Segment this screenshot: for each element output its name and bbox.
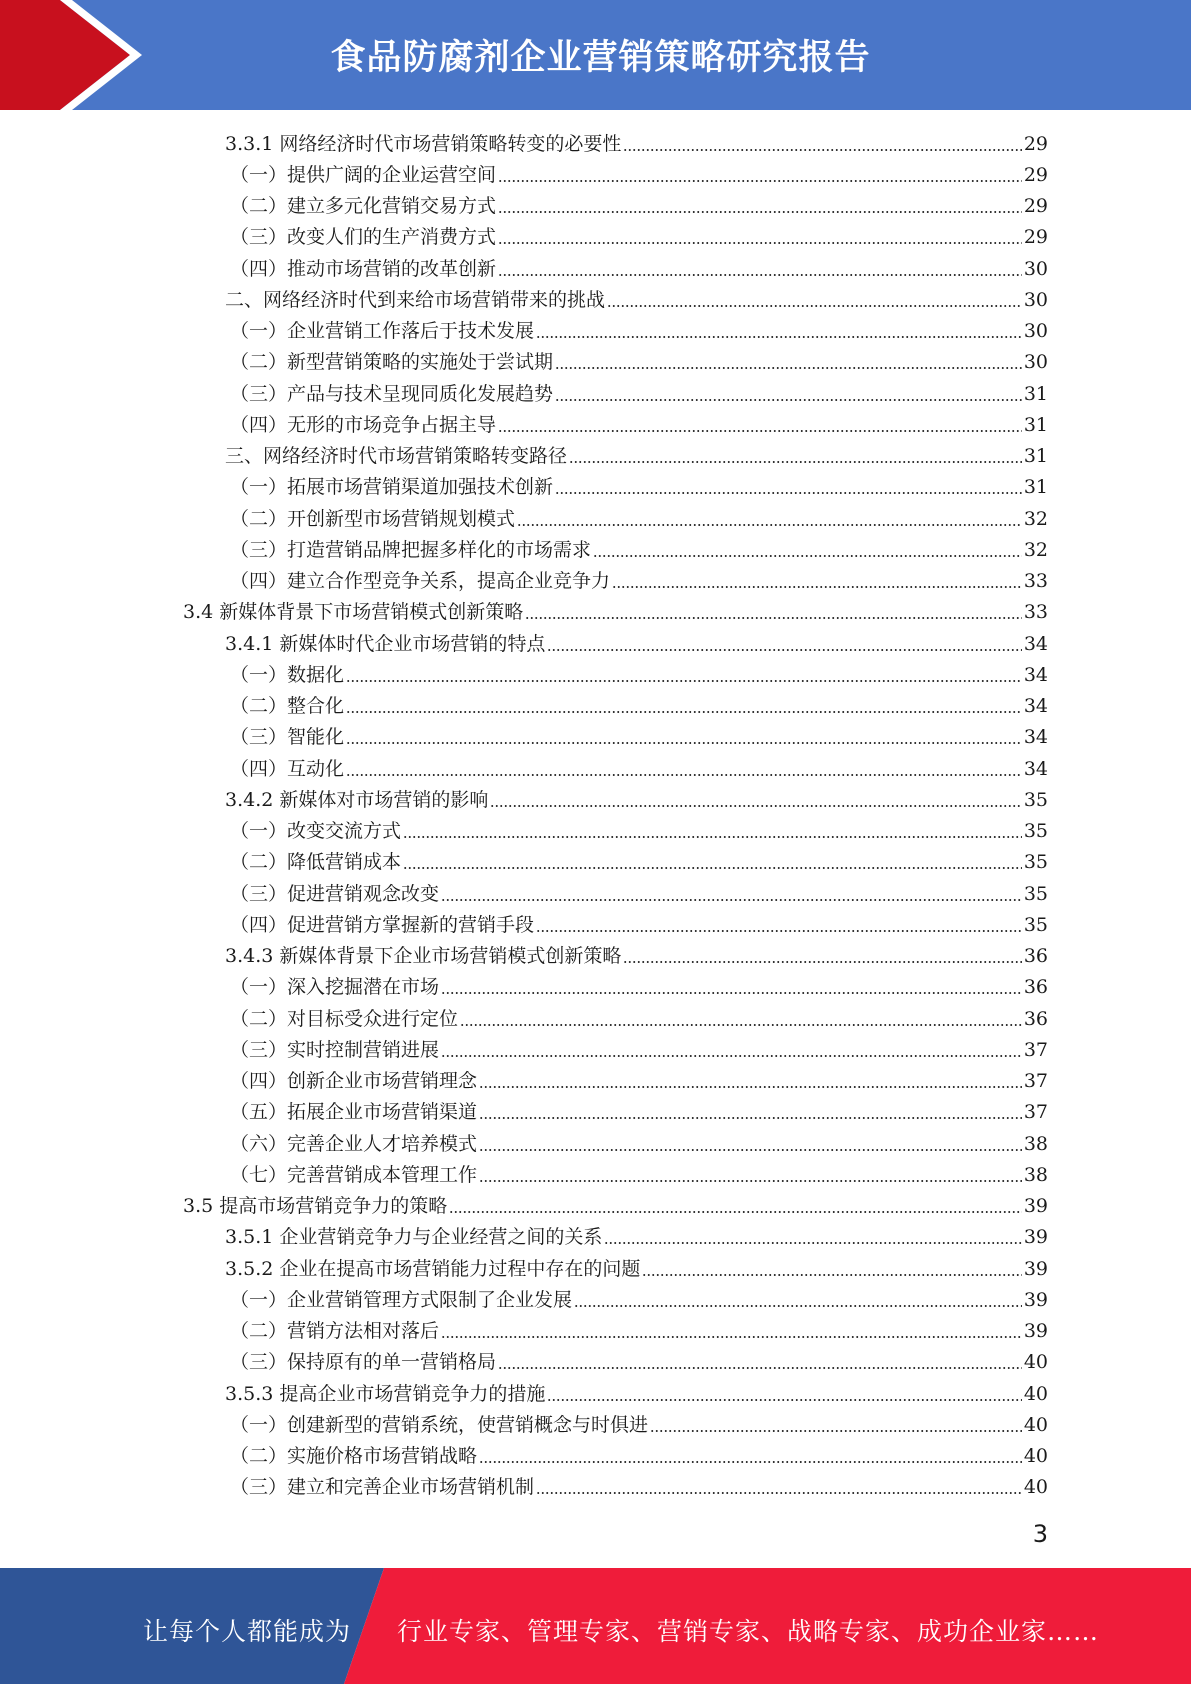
toc-entry-title: （六）完善企业人才培养模式 (230, 1132, 478, 1155)
toc-entry-title: （二）实施价格市场营销战略 (230, 1445, 478, 1468)
toc-dot-leader (498, 430, 1022, 432)
toc-entry[interactable] (0, 597, 1191, 628)
toc-entry[interactable] (0, 1034, 1191, 1065)
toc-dot-leader (536, 336, 1022, 338)
toc-entry-title: （三）改变人们的生产消费方式 (230, 226, 497, 249)
toc-entry-title: 3.4.3 新媒体背景下企业市场营销模式创新策略 (225, 945, 622, 968)
footer-slogan-lead: 让每个人都能成为 (143, 1617, 352, 1646)
toc-entry-title: 3.4.2 新媒体对市场营销的影响 (225, 788, 489, 811)
toc-entry-page: 31 (1023, 382, 1048, 405)
toc-entry[interactable] (0, 1316, 1191, 1347)
toc-dot-leader (479, 1086, 1022, 1088)
toc-entry-title: 二、网络经济时代到来给市场营销带来的挑战 (225, 288, 606, 311)
toc-entry-page: 29 (1023, 163, 1048, 186)
toc-dot-leader (346, 774, 1022, 776)
toc-entry-title: （四）推动市场营销的改革创新 (230, 257, 497, 280)
toc-entry-page: 39 (1023, 1257, 1048, 1280)
toc-entry[interactable] (0, 159, 1191, 190)
toc-entry[interactable] (0, 784, 1191, 815)
toc-dot-leader (623, 961, 1021, 963)
toc-entry-title: （一）拓展市场营销渠道加强技术创新 (230, 476, 554, 499)
toc-entry-page: 39 (1023, 1195, 1048, 1218)
toc-entry-page: 38 (1023, 1163, 1048, 1186)
toc-dot-leader (555, 492, 1022, 494)
toc-entry[interactable] (0, 941, 1191, 972)
toc-entry-title: （三）实时控制营销进展 (230, 1038, 440, 1061)
toc-entry-title: （四）建立合作型竞争关系，提高企业竞争力 (230, 570, 611, 593)
toc-entry-page: 36 (1023, 976, 1048, 999)
toc-entry-title: （一）企业营销管理方式限制了企业发展 (230, 1288, 573, 1311)
toc-dot-leader (479, 1461, 1022, 1463)
toc-dot-leader (441, 1055, 1022, 1057)
toc-entry-title: （四）无形的市场竞争占据主导 (230, 413, 497, 436)
toc-entry[interactable] (0, 1097, 1191, 1128)
toc-entry-page: 36 (1023, 945, 1048, 968)
toc-dot-leader (547, 1399, 1021, 1401)
toc-dot-leader (403, 836, 1022, 838)
toc-entry-page: 39 (1023, 1288, 1048, 1311)
toc-dot-leader (449, 1211, 1022, 1213)
toc-entry-page: 37 (1023, 1101, 1048, 1124)
toc-entry-page: 29 (1023, 195, 1048, 218)
toc-dot-leader (498, 242, 1022, 244)
table-of-contents (0, 128, 1191, 1503)
toc-entry-page: 35 (1023, 882, 1048, 905)
toc-entry[interactable] (0, 1347, 1191, 1378)
page-footer (0, 1568, 1191, 1684)
toc-entry-title: （一）提供广阔的企业运营空间 (230, 163, 497, 186)
toc-entry[interactable] (0, 691, 1191, 722)
toc-entry-page: 32 (1023, 507, 1048, 530)
toc-entry-page: 34 (1023, 726, 1048, 749)
toc-entry[interactable] (0, 253, 1191, 284)
toc-entry[interactable] (0, 878, 1191, 909)
toc-dot-leader (441, 1336, 1022, 1338)
toc-entry-page: 36 (1023, 1007, 1048, 1030)
toc-dot-leader (498, 1367, 1022, 1369)
toc-dot-leader (517, 524, 1022, 526)
toc-dot-leader (479, 1117, 1022, 1119)
toc-dot-leader (623, 149, 1021, 151)
toc-entry-title: （一）创建新型的营销系统，使营销概念与时俱进 (230, 1413, 649, 1436)
toc-dot-leader (555, 399, 1022, 401)
toc-entry[interactable] (0, 347, 1191, 378)
footer-slogan-roles: 行业专家、管理专家、营销专家、战略专家、成功企业家…… (397, 1617, 1100, 1646)
toc-dot-leader (441, 992, 1022, 994)
toc-entry-page: 40 (1023, 1351, 1048, 1374)
toc-entry[interactable] (0, 378, 1191, 409)
toc-entry-title: 3.5.3 提高企业市场营销竞争力的措施 (225, 1382, 546, 1405)
toc-entry-title: （二）整合化 (230, 695, 345, 718)
toc-entry[interactable] (0, 753, 1191, 784)
toc-entry[interactable] (0, 1253, 1191, 1284)
toc-entry-page: 35 (1023, 788, 1048, 811)
toc-entry-page: 33 (1023, 570, 1048, 593)
toc-entry-title: （一）改变交流方式 (230, 820, 402, 843)
toc-entry-page: 30 (1023, 288, 1048, 311)
toc-entry-title: 3.4 新媒体背景下市场营销模式创新策略 (183, 601, 524, 624)
toc-entry-page: 40 (1023, 1382, 1048, 1405)
toc-dot-leader (547, 649, 1021, 651)
toc-entry-title: （五）拓展企业市场营销渠道 (230, 1101, 478, 1124)
toc-entry[interactable] (0, 1222, 1191, 1253)
toc-entry-title: （二）对目标受众进行定位 (230, 1007, 459, 1030)
toc-entry-title: 三、网络经济时代市场营销策略转变路径 (225, 445, 568, 468)
toc-dot-leader (604, 1242, 1021, 1244)
toc-entry[interactable] (0, 909, 1191, 940)
toc-entry-page: 30 (1023, 351, 1048, 374)
toc-entry[interactable] (0, 1066, 1191, 1097)
toc-entry[interactable] (0, 1191, 1191, 1222)
toc-entry-title: （二）营销方法相对落后 (230, 1320, 440, 1343)
toc-entry[interactable] (0, 128, 1191, 159)
toc-entry[interactable] (0, 1003, 1191, 1034)
toc-entry-title: （四）互动化 (230, 757, 345, 780)
toc-dot-leader (460, 1024, 1022, 1026)
toc-entry-page: 35 (1023, 913, 1048, 936)
toc-entry[interactable] (0, 409, 1191, 440)
toc-entry-title: （三）产品与技术呈现同质化发展趋势 (230, 382, 554, 405)
toc-entry-title: （二）降低营销成本 (230, 851, 402, 874)
toc-entry[interactable] (0, 1378, 1191, 1409)
toc-entry[interactable] (0, 1284, 1191, 1315)
toc-entry-page: 39 (1023, 1320, 1048, 1343)
toc-entry-page: 32 (1023, 538, 1048, 561)
toc-dot-leader (346, 711, 1022, 713)
toc-dot-leader (574, 1305, 1022, 1307)
toc-entry-page: 30 (1023, 257, 1048, 280)
toc-entry[interactable] (0, 1441, 1191, 1472)
toc-entry-page: 40 (1023, 1413, 1048, 1436)
toc-entry-title: （一）数据化 (230, 663, 345, 686)
toc-entry-page: 40 (1023, 1476, 1048, 1499)
page-header (0, 0, 1191, 110)
toc-entry[interactable] (0, 1409, 1191, 1440)
toc-entry[interactable] (0, 566, 1191, 597)
toc-entry-title: （四）创新企业市场营销理念 (230, 1070, 478, 1093)
toc-dot-leader (536, 1492, 1022, 1494)
toc-entry-title: 3.5.2 企业在提高市场营销能力过程中存在的问题 (225, 1257, 641, 1280)
toc-dot-leader (650, 1430, 1022, 1432)
toc-dot-leader (346, 742, 1022, 744)
toc-entry-page: 34 (1023, 757, 1048, 780)
toc-entry[interactable] (0, 1128, 1191, 1159)
toc-entry[interactable] (0, 659, 1191, 690)
toc-dot-leader (612, 586, 1022, 588)
toc-entry[interactable] (0, 1472, 1191, 1503)
toc-entry[interactable] (0, 816, 1191, 847)
toc-entry[interactable] (0, 628, 1191, 659)
toc-dot-leader (525, 617, 1022, 619)
toc-entry-page: 37 (1023, 1038, 1048, 1061)
toc-entry-title: （三）智能化 (230, 726, 345, 749)
toc-entry-title: （二）开创新型市场营销规划模式 (230, 507, 516, 530)
toc-entry-page: 35 (1023, 820, 1048, 843)
toc-entry[interactable] (0, 503, 1191, 534)
toc-entry-title: （四）促进营销方掌握新的营销手段 (230, 913, 535, 936)
toc-entry-page: 30 (1023, 320, 1048, 343)
toc-entry-title: （一）企业营销工作落后于技术发展 (230, 320, 535, 343)
toc-dot-leader (490, 805, 1021, 807)
toc-dot-leader (569, 461, 1022, 463)
toc-dot-leader (498, 274, 1022, 276)
toc-dot-leader (536, 930, 1022, 932)
report-title: 食品防腐剂企业营销策略研究报告 (330, 38, 871, 78)
toc-entry-title: （三）建立和完善企业市场营销机制 (230, 1476, 535, 1499)
toc-dot-leader (593, 555, 1022, 557)
toc-entry[interactable] (0, 972, 1191, 1003)
toc-entry-title: （三）保持原有的单一营销格局 (230, 1351, 497, 1374)
page-number: 3 (1032, 1520, 1048, 1548)
toc-entry-page: 31 (1023, 413, 1048, 436)
toc-entry-title: （一）深入挖掘潜在市场 (230, 976, 440, 999)
toc-dot-leader (498, 211, 1022, 213)
toc-entry[interactable] (0, 441, 1191, 472)
toc-dot-leader (498, 180, 1022, 182)
toc-entry-title: （三）促进营销观念改变 (230, 882, 440, 905)
toc-entry[interactable] (0, 222, 1191, 253)
toc-entry-title: 3.4.1 新媒体时代企业市场营销的特点 (225, 632, 546, 655)
toc-entry-page: 31 (1023, 445, 1048, 468)
toc-entry[interactable] (0, 722, 1191, 753)
toc-dot-leader (479, 1149, 1022, 1151)
toc-entry-page: 33 (1023, 601, 1048, 624)
toc-entry-title: （七）完善营销成本管理工作 (230, 1163, 478, 1186)
toc-entry[interactable] (0, 534, 1191, 565)
toc-entry-title: 3.5.1 企业营销竞争力与企业经营之间的关系 (225, 1226, 603, 1249)
toc-dot-leader (403, 867, 1022, 869)
toc-entry-title: （三）打造营销品牌把握多样化的市场需求 (230, 538, 592, 561)
toc-entry-page: 35 (1023, 851, 1048, 874)
toc-entry-page: 38 (1023, 1132, 1048, 1155)
toc-entry[interactable] (0, 847, 1191, 878)
toc-entry[interactable] (0, 191, 1191, 222)
toc-entry-title: （二）建立多元化营销交易方式 (230, 195, 497, 218)
toc-dot-leader (607, 305, 1022, 307)
toc-dot-leader (346, 680, 1022, 682)
toc-dot-leader (479, 1180, 1022, 1182)
toc-entry-page: 39 (1023, 1226, 1048, 1249)
toc-entry[interactable] (0, 472, 1191, 503)
toc-entry-page: 40 (1023, 1445, 1048, 1468)
toc-entry-page: 34 (1023, 695, 1048, 718)
toc-entry[interactable] (0, 1159, 1191, 1190)
toc-entry-title: 3.3.1 网络经济时代市场营销策略转变的必要性 (225, 132, 622, 155)
toc-entry-page: 31 (1023, 476, 1048, 499)
toc-entry[interactable] (0, 284, 1191, 315)
toc-dot-leader (642, 1274, 1021, 1276)
toc-entry[interactable] (0, 316, 1191, 347)
toc-entry-page: 29 (1023, 226, 1048, 249)
toc-entry-page: 34 (1023, 663, 1048, 686)
toc-dot-leader (441, 899, 1022, 901)
toc-entry-title: 3.5 提高市场营销竞争力的策略 (183, 1195, 448, 1218)
toc-entry-page: 29 (1023, 132, 1048, 155)
toc-dot-leader (555, 367, 1022, 369)
toc-entry-title: （二）新型营销策略的实施处于尝试期 (230, 351, 554, 374)
toc-entry-page: 34 (1023, 632, 1048, 655)
toc-entry-page: 37 (1023, 1070, 1048, 1093)
